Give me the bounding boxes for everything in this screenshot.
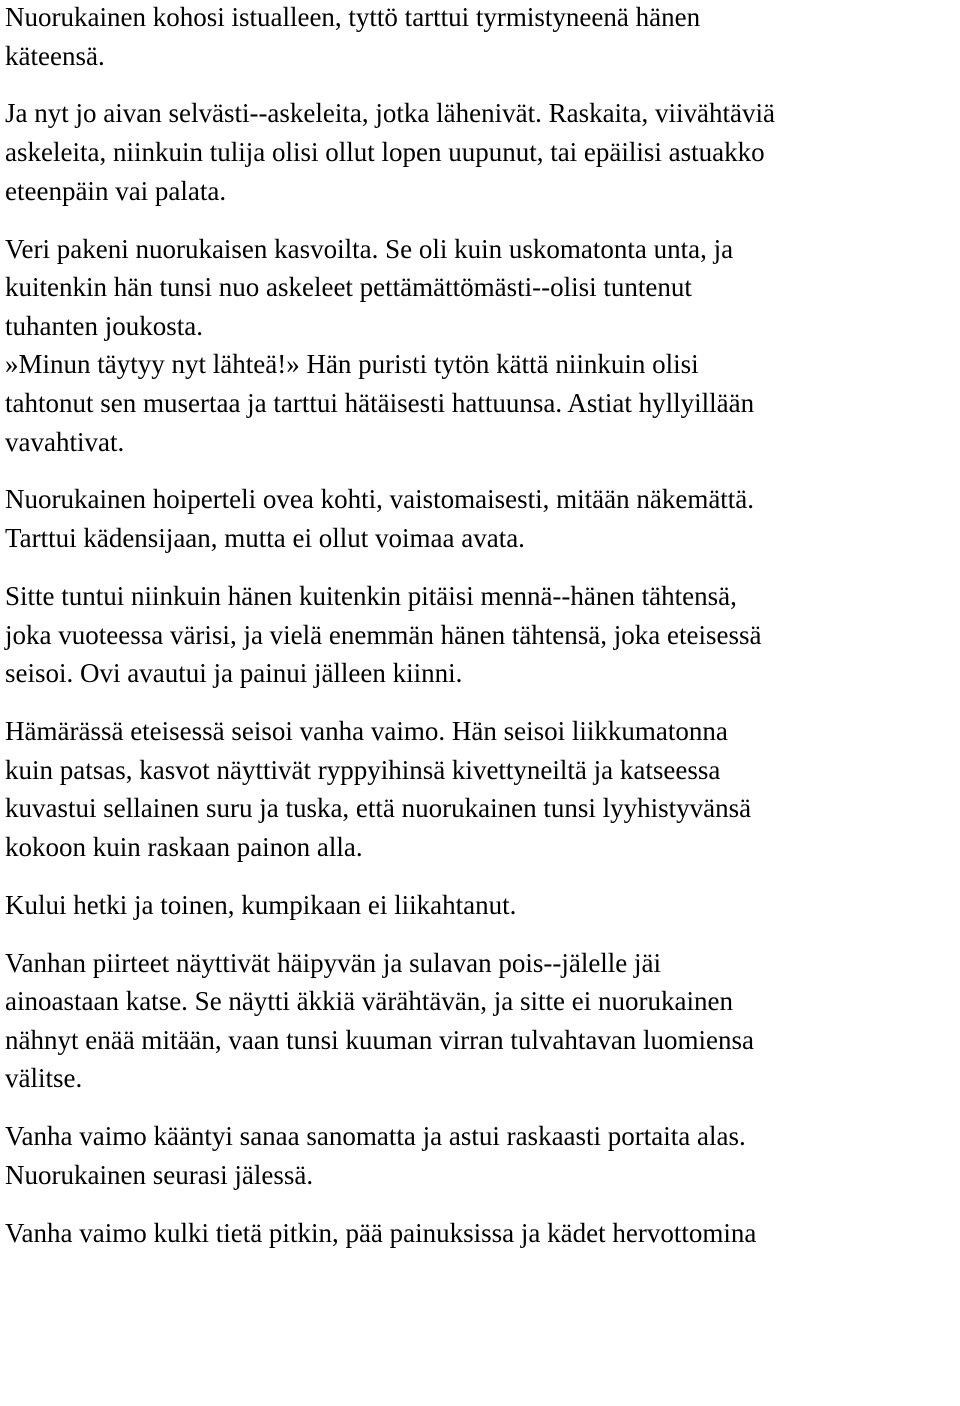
text-line: Veri pakeni nuorukaisen kasvoilta. Se oli kuin uskomatonta unta, ja: [5, 233, 734, 264]
paragraph: [5, 577, 955, 693]
text-line: Nuorukainen hoiperteli ovea kohti, vaistomaisesti, mitään näkemättä.: [5, 484, 755, 515]
text-line: Hämärässä eteisessä seisoi vanha vaimo. Hän seisoi liikkumatonna: [5, 715, 728, 746]
text-line: Nuorukainen seurasi jälessä.: [5, 1159, 314, 1190]
text-line: askeleita, niinkuin tulija olisi ollut lopen uupunut, tai epäilisi astuakko: [5, 137, 765, 168]
text-line: Nuorukainen kohosi istualleen, tyttö tarttui tyrmistyneenä hänen: [5, 2, 701, 32]
paragraph: [5, 0, 955, 75]
text-line: käteensä.: [5, 40, 105, 71]
text-line: joka vuoteessa värisi, ja vielä enemmän hänen tähtensä, joka eteisessä: [5, 619, 762, 650]
paragraph: [5, 1117, 955, 1194]
paragraph: [5, 944, 955, 1098]
text-line: Ja nyt jo aivan selvästi--askeleita, jotka lähenivät. Raskaita, viivähtäviä: [5, 98, 776, 129]
text-line: tuhanten joukosta.: [5, 310, 203, 341]
paragraph: [5, 886, 955, 925]
text-line: Vanhan piirteet näyttivät häipyvän ja sulavan pois--jälelle jäi: [5, 947, 662, 978]
text-line: Tarttui kädensijaan, mutta ei ollut voimaa avata.: [5, 523, 525, 554]
text-line: välitse.: [5, 1063, 83, 1094]
paragraph: [5, 1214, 955, 1253]
text-line: kuitenkin hän tunsi nuo askeleet pettämättömästi--olisi tuntenut: [5, 272, 692, 303]
paragraph: [5, 94, 955, 210]
text-line: ainoastaan katse. Se näytti äkkiä värähtävän, ja sitte ei nuorukainen: [5, 986, 733, 1017]
text-line: eteenpäin vai palata.: [5, 175, 227, 206]
text-line: kokoon kuin raskaan painon alla.: [5, 831, 363, 862]
document-body: [5, 0, 955, 1272]
text-line: Kului hetki ja toinen, kumpikaan ei liikahtanut.: [5, 889, 517, 920]
paragraph: [5, 230, 955, 462]
text-line: »Minun täytyy nyt lähteä!» Hän puristi tytön kättä niinkuin olisi: [5, 349, 699, 380]
text-line: Sitte tuntui niinkuin hänen kuitenkin pitäisi mennä--hänen tähtensä,: [5, 580, 737, 611]
text-line: kuin patsas, kasvot näyttivät ryppyihinsä kivettyneiltä ja katseessa: [5, 754, 721, 785]
text-line: tahtonut sen musertaa ja tarttui hätäisesti hattuunsa. Astiat hyllyillään: [5, 387, 755, 418]
text-line: Vanha vaimo kääntyi sanaa sanomatta ja astui raskaasti portaita alas.: [5, 1121, 746, 1152]
text-line: Vanha vaimo kulki tietä pitkin, pää painuksissa ja kädet hervottomina: [5, 1217, 757, 1248]
text-line: nähnyt enää mitään, vaan tunsi kuuman virran tulvahtavan luomiensa: [5, 1024, 755, 1055]
text-line: vavahtivat.: [5, 426, 125, 457]
text-line: seisoi. Ovi avautui ja painui jälleen kiinni.: [5, 658, 463, 689]
text-line: kuvastui sellainen suru ja tuska, että nuorukainen tunsi lyyhistyvänsä: [5, 793, 752, 824]
paragraph: [5, 480, 955, 557]
paragraph: [5, 712, 955, 866]
